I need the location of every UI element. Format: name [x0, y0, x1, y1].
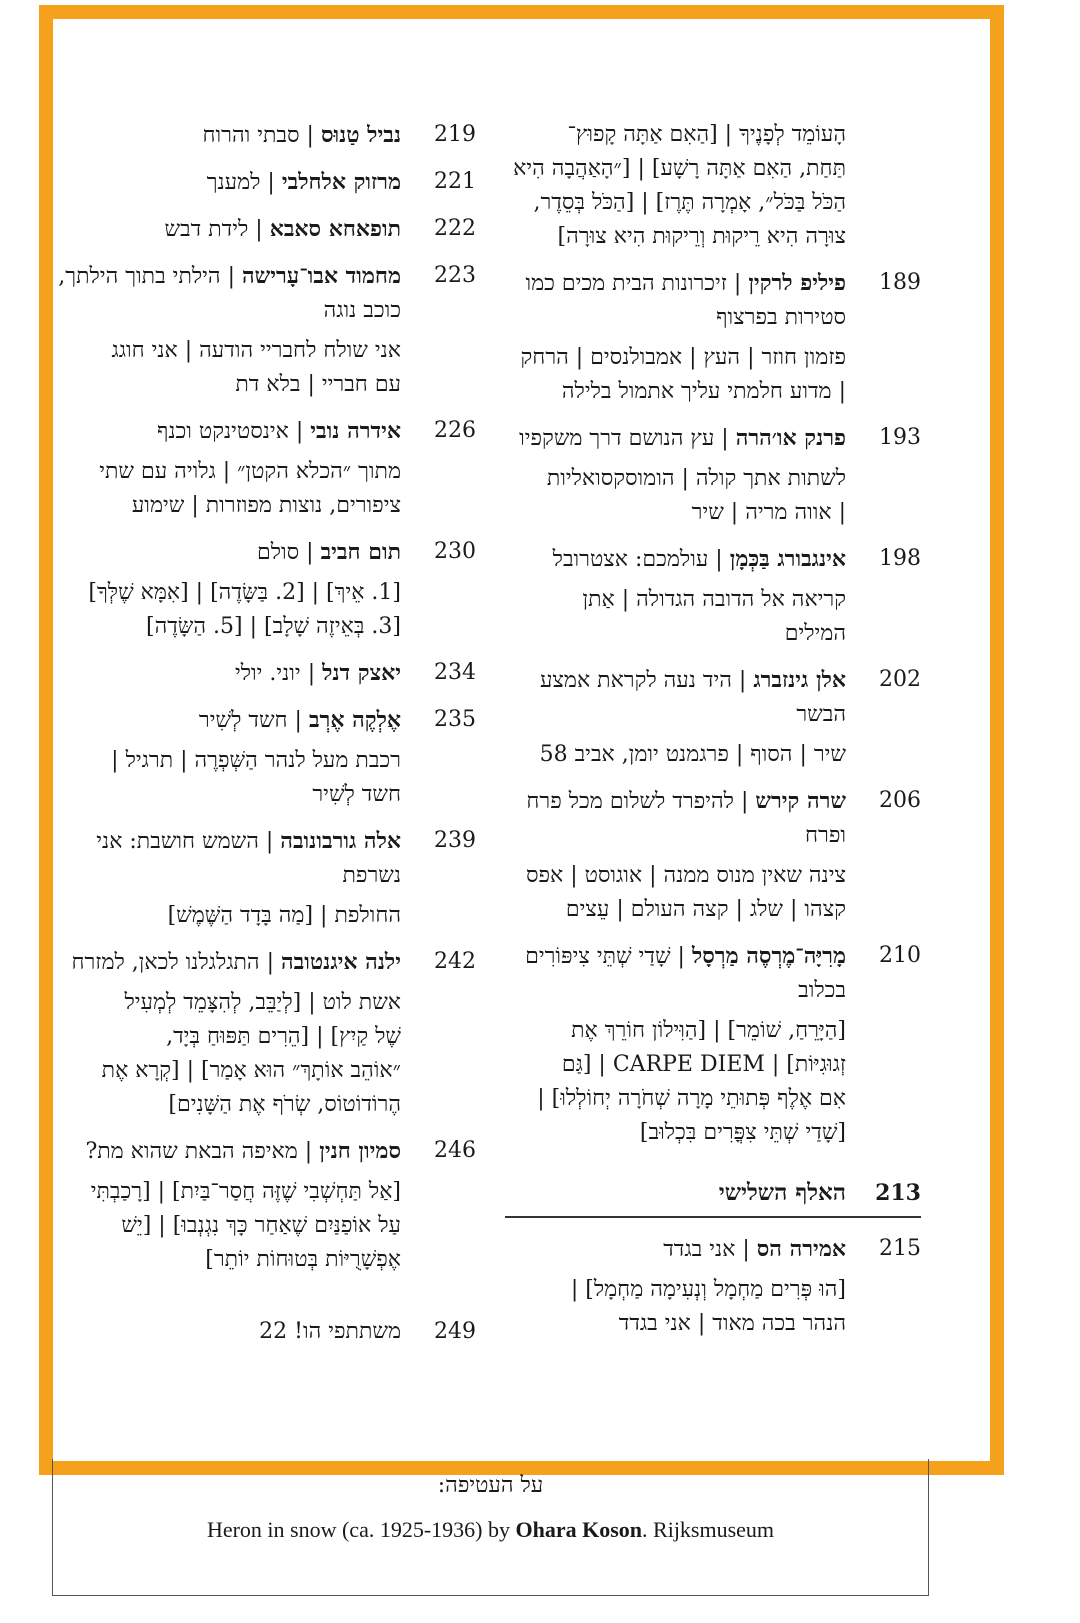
poem-list-line: אֶפְשָׁרֻיּוֹת בְּטוּחוֹת יוֹתֵר]: [205, 1247, 401, 1272]
poem-list-line: [אַל תַּחְשְׁבִי שֶׁזֶּה חֲסַר־בַּיִת] | [רָכַבְתִּי: [90, 1179, 401, 1204]
toc-entry[interactable]: [44, 165, 476, 200]
entry-heading: אידרה נובי | אינסטינקט וכנף: [157, 418, 401, 444]
poem-list-line: הָעוֹמֵד לְפָנֶיךָ | [הַאִם אַתָּה קָפוּץ־: [567, 122, 846, 147]
entry-title: סולם: [256, 540, 300, 565]
entry-title: למענך: [206, 170, 261, 195]
page-number: 222: [434, 216, 476, 241]
toc-left-column: [44, 118, 476, 1361]
poem-list-line: שיר | הסוף | פרגמנט יומן, אביב 58: [539, 742, 846, 767]
toc-entry[interactable]: [505, 266, 921, 409]
entry-title: להיפרד לשלום מכל פרח ופרח: [526, 789, 846, 848]
poem-list-line: עַל אוֹפַנַּיִם שֶׁאַחַר כָּךְ נִגְנְבוּ] | [יֵשׁ: [121, 1213, 401, 1238]
toc-entry[interactable]: [44, 1315, 476, 1349]
author-name: מרזוק אלחלבי: [281, 169, 401, 195]
toc-entry[interactable]: [505, 663, 921, 772]
poem-list-line: [הַיָּרֵחַ, שׁוֹמֵר] | [הַוִּילוֹן חוֹרֵךְ אֶת: [571, 1018, 846, 1043]
author-name: סמיון חנין: [319, 1138, 401, 1164]
entry-heading: פרנק או׳הרה | עץ הנושם דרך משקפיו: [519, 425, 846, 451]
author-name: נביל טַנוּס: [320, 122, 401, 148]
poem-list-line: [הוּ פְּרִים מַחְמָל וְנְעִימָה מַחְמָל] |: [570, 1277, 846, 1302]
page-number: 206: [879, 788, 921, 813]
author-name: ילנה איגנטובה: [280, 949, 401, 975]
toc-right-column: [505, 118, 921, 1353]
author-name: פרנק או׳הרה: [735, 425, 846, 451]
poem-list-line: אני שולח לחבריי הודעה | אני חוגג: [111, 338, 401, 363]
entry-heading: [44, 1315, 401, 1349]
poem-list-line: צינה שאין מנוס ממנה | אוגוסט | אפס: [525, 863, 846, 888]
author-name: אלן גינזברג: [753, 667, 846, 693]
page-number: 193: [879, 425, 921, 450]
author-name: מָרִיָּה־מֶרְסֶה מַרְסָל: [691, 943, 846, 969]
author-name: שרה קירש: [755, 788, 846, 814]
section-page-number: 213: [875, 1180, 921, 1206]
entry-heading: אינגבורג בַּכְּמָן | עולמכם: אצטרובל: [552, 546, 846, 572]
caption-text-before: Heron in snow (ca. 1925-1936) by: [206, 1517, 516, 1542]
page-number: 230: [434, 539, 476, 564]
toc-entry[interactable]: [505, 118, 921, 254]
author-name: אידרה נובי: [310, 418, 401, 444]
page-number: 221: [434, 169, 476, 194]
entry-heading: אמירה הס | אני בגדד: [663, 1236, 846, 1262]
poem-list-line: ״אוֹהֵב אוֹתָךְ״ הוּא אָמַר] | [קְרָא אֶת: [101, 1058, 401, 1083]
entry-title: עץ הנושם דרך משקפיו: [519, 426, 715, 451]
poem-list-line: חשד לְשִׁיר: [312, 782, 401, 807]
page-number: 198: [879, 546, 921, 571]
page-number: 210: [879, 943, 921, 968]
entry-heading: תופאחא סאבא | לידת דבש: [164, 216, 401, 242]
page-number: 234: [434, 660, 476, 685]
poem-list-line: צוּרָה הִיא רֵיקוּת וְרֵיקוּת הִיא צוּרָה]: [557, 224, 846, 249]
toc-entry[interactable]: [44, 212, 476, 247]
poem-list-line: | מדוע חלמתי עליך אתמול בלילה: [561, 379, 846, 404]
entry-heading: נביל טַנוּס | סבתי והרוח: [202, 122, 401, 148]
entry-title: שָׁדַי שְׁתֵּי צִיפּוֹרִים בכלוב: [525, 944, 846, 1003]
entry-heading: מרזוק אלחלבי | למענך: [206, 169, 401, 195]
entry-heading: תום חביב | סולם: [256, 539, 401, 565]
entry-title: הילתי בתוך הילתך, כוכב נוגה: [58, 264, 401, 323]
cover-caption: [52, 1459, 929, 1596]
poem-list-line: תַּחַת, הַאִם אַתָּה רָשָׁע] | [״הָאַהֲבָה הִיא: [513, 156, 846, 181]
page-number: 239: [434, 828, 476, 853]
author-name: מחמוד אבו־עָרישה: [241, 263, 401, 289]
poem-list-line: לשתות אתך קולה | הומוסקסואליות: [546, 466, 846, 491]
toc-entry[interactable]: [44, 703, 476, 812]
entry-title: השמש חושבת: אני נשרפת: [96, 829, 401, 888]
toc-entry[interactable]: [44, 414, 476, 523]
toc-entry[interactable]: [505, 542, 921, 651]
poem-list-line: אִם אֶלֶף פְּתוּתֵי מָרָה שְׁחֹרָה יְחוֹלְלוּ] |: [537, 1086, 846, 1111]
author-name: אמירה הס: [756, 1236, 846, 1262]
poem-list-line: שֶׁל קַיִץ] | [הֵרִים תַּפּוּחַ בְּיָד,: [166, 1024, 401, 1049]
toc-entry[interactable]: [505, 784, 921, 927]
entry-title: היד נעה לקראת אמצע הבשר: [539, 668, 846, 727]
toc-entry[interactable]: [44, 1134, 476, 1277]
entry-heading: מחמוד אבו־עָרישה | הילתי בתוך הילתך, כוכב נוגה: [58, 263, 401, 323]
entry-title: זיכרונות הבית מכים כמו סטירות בפרצוף: [525, 271, 846, 330]
entry-heading: אלה גורבונובה | השמש חושבת: אני נשרפת: [96, 828, 401, 888]
toc-entry[interactable]: [44, 535, 476, 644]
entry-heading: שרה קירש | להיפרד לשלום מכל פרח ופרח: [526, 788, 846, 848]
entry-heading: אֶלְקֶה אֶרְב | חשד לְשִׁיר: [198, 707, 401, 733]
poem-list-line: פזמון חוזר | העץ | אמבולנסים | הרחק: [520, 345, 846, 370]
entry-title: לידת דבש: [164, 217, 249, 242]
entry-title: התגלגלנו לכאן, למזרח: [71, 950, 260, 975]
toc-entry[interactable]: [44, 945, 476, 1122]
entry-heading: אלן גינזברג | היד נעה לקראת אמצע הבשר: [539, 667, 846, 727]
page-number: 249: [434, 1319, 476, 1344]
entry-title: אינסטינקט וכנף: [157, 419, 289, 444]
entry-heading: ילנה איגנטובה | התגלגלנו לכאן, למזרח: [71, 949, 401, 975]
poem-list-line: [שָׁדַי שְׁתֵּי צִפֳּרִים בִּכְלוּב]: [639, 1120, 846, 1145]
poem-list-line: קצהו | שלג | קצה העולם | עֵצים: [565, 897, 846, 922]
page-number: 235: [434, 707, 476, 732]
poem-list-line: המילים: [784, 621, 846, 646]
entry-title: משתתפי הו! 22: [259, 1319, 401, 1344]
toc-entry[interactable]: [505, 939, 921, 1150]
toc-entry[interactable]: [44, 118, 476, 153]
toc-entry[interactable]: [505, 1232, 921, 1341]
poem-list-line: זְגוּגִיּוֹת] | CARPE DIEM | [גַּם: [561, 1052, 846, 1077]
page-number: 242: [434, 949, 476, 974]
toc-entry[interactable]: [505, 421, 921, 530]
author-name: יאצק דנל: [322, 660, 401, 686]
entry-title: מאיפה הבאת שהוא מת?: [85, 1139, 298, 1164]
entry-heading: סמיון חנין | מאיפה הבאת שהוא מת?: [85, 1138, 401, 1164]
caption-heading: על העטיפה:: [437, 1473, 544, 1498]
poem-list-line: קריאה אל הדובה הגדולה | אַתן: [582, 587, 846, 612]
author-name: אלה גורבונובה: [280, 828, 401, 854]
toc-entry[interactable]: [44, 824, 476, 933]
page-number: 226: [434, 418, 476, 443]
poem-list-line: מתוך ״הכלא הקטן״ | גלויה עם שתי: [99, 459, 401, 484]
toc-entry[interactable]: [44, 259, 476, 402]
entry-title: סבתי והרוח: [202, 123, 300, 148]
entry-title: אני בגדד: [663, 1237, 736, 1262]
poem-list-line: ציפורים, נוצות מפוזרות | שימוע: [131, 493, 401, 518]
section-heading[interactable]: [505, 1176, 921, 1218]
entry-title: עולמכם: אצטרובל: [552, 547, 709, 572]
entry-heading: יאצק דנל | יוני. יולי: [234, 660, 401, 686]
entry-heading: מָרִיָּה־מֶרְסֶה מַרְסָל | שָׁדַי שְׁתֵּי צִיפּוֹרִים בכלוב: [525, 943, 846, 1003]
poem-list-line: עם חבריי | בלא דת: [235, 372, 401, 397]
author-name: אינגבורג בַּכְּמָן: [729, 546, 846, 572]
entry-title: יוני. יולי: [234, 661, 301, 686]
poem-list-line: אשת לוט | [לְיַבֵּב, לְהִצָּמֵד לְמְעִיל: [124, 990, 401, 1015]
poem-list-line: הַכֹּל בַּכֹּל״, אָמְרָה תֶּרֶז] | [הַכֹּל בְּסֵדֶר,: [533, 190, 846, 215]
poem-list-line: החולפת | [מַה בָּדָד הַשֶּׁמֶשׁ]: [167, 903, 401, 928]
poem-list-line: [3. בְּאֵיזֶה שָׁלָב] | [5. הַשָּׂדֶה]: [145, 614, 401, 639]
page-number: 219: [434, 122, 476, 147]
author-name: תופאחא סאבא: [269, 216, 401, 242]
page-number: 202: [879, 667, 921, 692]
poem-list-line: רכבת מעל לנהר הַשְּׁפְרֶה | תרגיל |: [111, 748, 401, 773]
poem-list-line: | אווה מריה | שיר: [691, 500, 846, 525]
caption-text: [53, 1515, 928, 1545]
section-title: האלף השלישי: [718, 1179, 846, 1206]
poem-list-line: הנהר בכה מאוד | אני בגדד: [618, 1311, 846, 1336]
page-number: 215: [879, 1236, 921, 1261]
caption-artist: Ohara Koson: [515, 1517, 643, 1542]
page-number: 223: [434, 263, 476, 288]
poem-list-line: הֶרוֹדוֹטוֹס, שְׂרֹף אֶת הַשָּׁנִים]: [168, 1092, 401, 1117]
entry-title: חשד לְשִׁיר: [198, 708, 288, 733]
poem-list-line: [1. אֵיךְ] | [2. בַּשָּׂדֶה] | [אִמָּא שֶׁלְּךָ]: [88, 580, 401, 605]
page-number: 246: [434, 1138, 476, 1163]
author-name: פיליפ לרקין: [748, 270, 846, 296]
toc-entry[interactable]: [44, 656, 476, 691]
author-name: אֶלְקֶה אֶרְב: [308, 707, 401, 733]
caption-text-after: . Rijksmuseum: [642, 1517, 775, 1542]
author-name: תום חביב: [320, 539, 401, 565]
page-number: 189: [879, 270, 921, 295]
entry-heading: פיליפ לרקין | זיכרונות הבית מכים כמו סטירות בפרצוף: [525, 270, 846, 330]
